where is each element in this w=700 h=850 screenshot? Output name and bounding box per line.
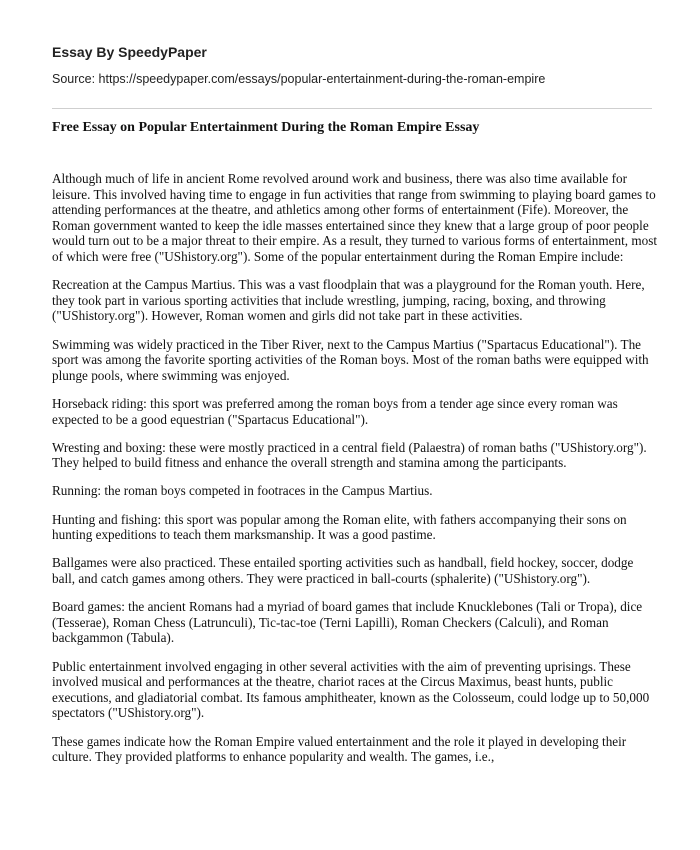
paragraph: Swimming was widely practiced in the Tiber River, next to the Campus Martius ("Spartacus Educational"). The sport was among the favorite sporting activities of the Roman boys. Most of the roman baths were equipped with plunge pools, where swimming was enjoyed. bbox=[52, 336, 649, 383]
paragraph: Hunting and fishing: this sport was popular among the Roman elite, with fathers accompanying their sons on hunting expeditions to teach them marksmanship. It was a good pastime. bbox=[52, 511, 627, 543]
header-divider bbox=[52, 108, 652, 109]
document-header-title: Essay By SpeedyPaper bbox=[52, 44, 207, 60]
source-link[interactable]: Source: https://speedypaper.com/essays/popular-entertainment-during-the-roman-empire bbox=[52, 72, 546, 86]
paragraph: Running: the roman boys competed in footraces in the Campus Martius. bbox=[52, 483, 433, 499]
paragraph: Public entertainment involved engaging in other several activities with the aim of preventing uprisings. These involved musical and performances at the theatre, chariot races at the Circus Maximus, beast hunts, public executions, and gladiatorial combat. Its famous amphitheater, known as the Colosseum, could lodge up to 50,000 spectators ("UShistory.org"). bbox=[52, 658, 650, 721]
paragraph: Board games: the ancient Romans had a myriad of board games that include Knucklebones (Tali or Tropa), dice (Tesserae), Roman Chess (Latrunculi), Tic-tac-toe (Terni Lapilli), Roman Checkers (Calculi), and Roman backgammon (Tabula). bbox=[52, 599, 643, 646]
paragraph: Ballgames were also practiced. These entailed sporting activities such as handball, field hockey, soccer, dodge ball, and catch games among others. They were practiced in ball-courts (sphalerite) ("UShistory.org"). bbox=[52, 555, 634, 587]
paragraph: These games indicate how the Roman Empire valued entertainment and the role it played in developing their culture. They provided platforms to enhance popularity and wealth. The games, i.e., bbox=[52, 733, 627, 765]
essay-title: Free Essay on Popular Entertainment During the Roman Empire Essay bbox=[52, 120, 480, 135]
paragraph: Wresting and boxing: these were mostly practiced in a central field (Palaestra) of roman baths ("UShistory.org"). They helped to build fitness and enhance the overall strength and stamina among the participants. bbox=[52, 439, 647, 471]
essay-body bbox=[52, 171, 657, 777]
paragraph: Although much of life in ancient Rome revolved around work and business, there was also time available for leisure. This involved having time to engage in fun activities that range from swimming to playing board games to attending performances at the theatre, and athletics among other forms of entertainment (Fife). Moreover, the Roman government wanted to keep the idle masses entertained since they knew that a large group of poor people would turn out to be a major threat to their empire. As a result, they turned to various forms of entertainment, most of which were free ("UShistory.org"). Some of the popular entertainment during the Roman Empire include: bbox=[52, 171, 658, 264]
paragraph: Recreation at the Campus Martius. This was a vast floodplain that was a playground for the Roman youth. Here, they took part in various sporting activities that include wrestling, jumping, racing, boxing, and throwing ("UShistory.org"). However, Roman women and girls did not take part in these activities. bbox=[52, 277, 645, 324]
paragraph: Horseback riding: this sport was preferred among the roman boys from a tender age since every roman was expected to be a good equestrian ("Spartacus Educational"). bbox=[52, 395, 618, 427]
